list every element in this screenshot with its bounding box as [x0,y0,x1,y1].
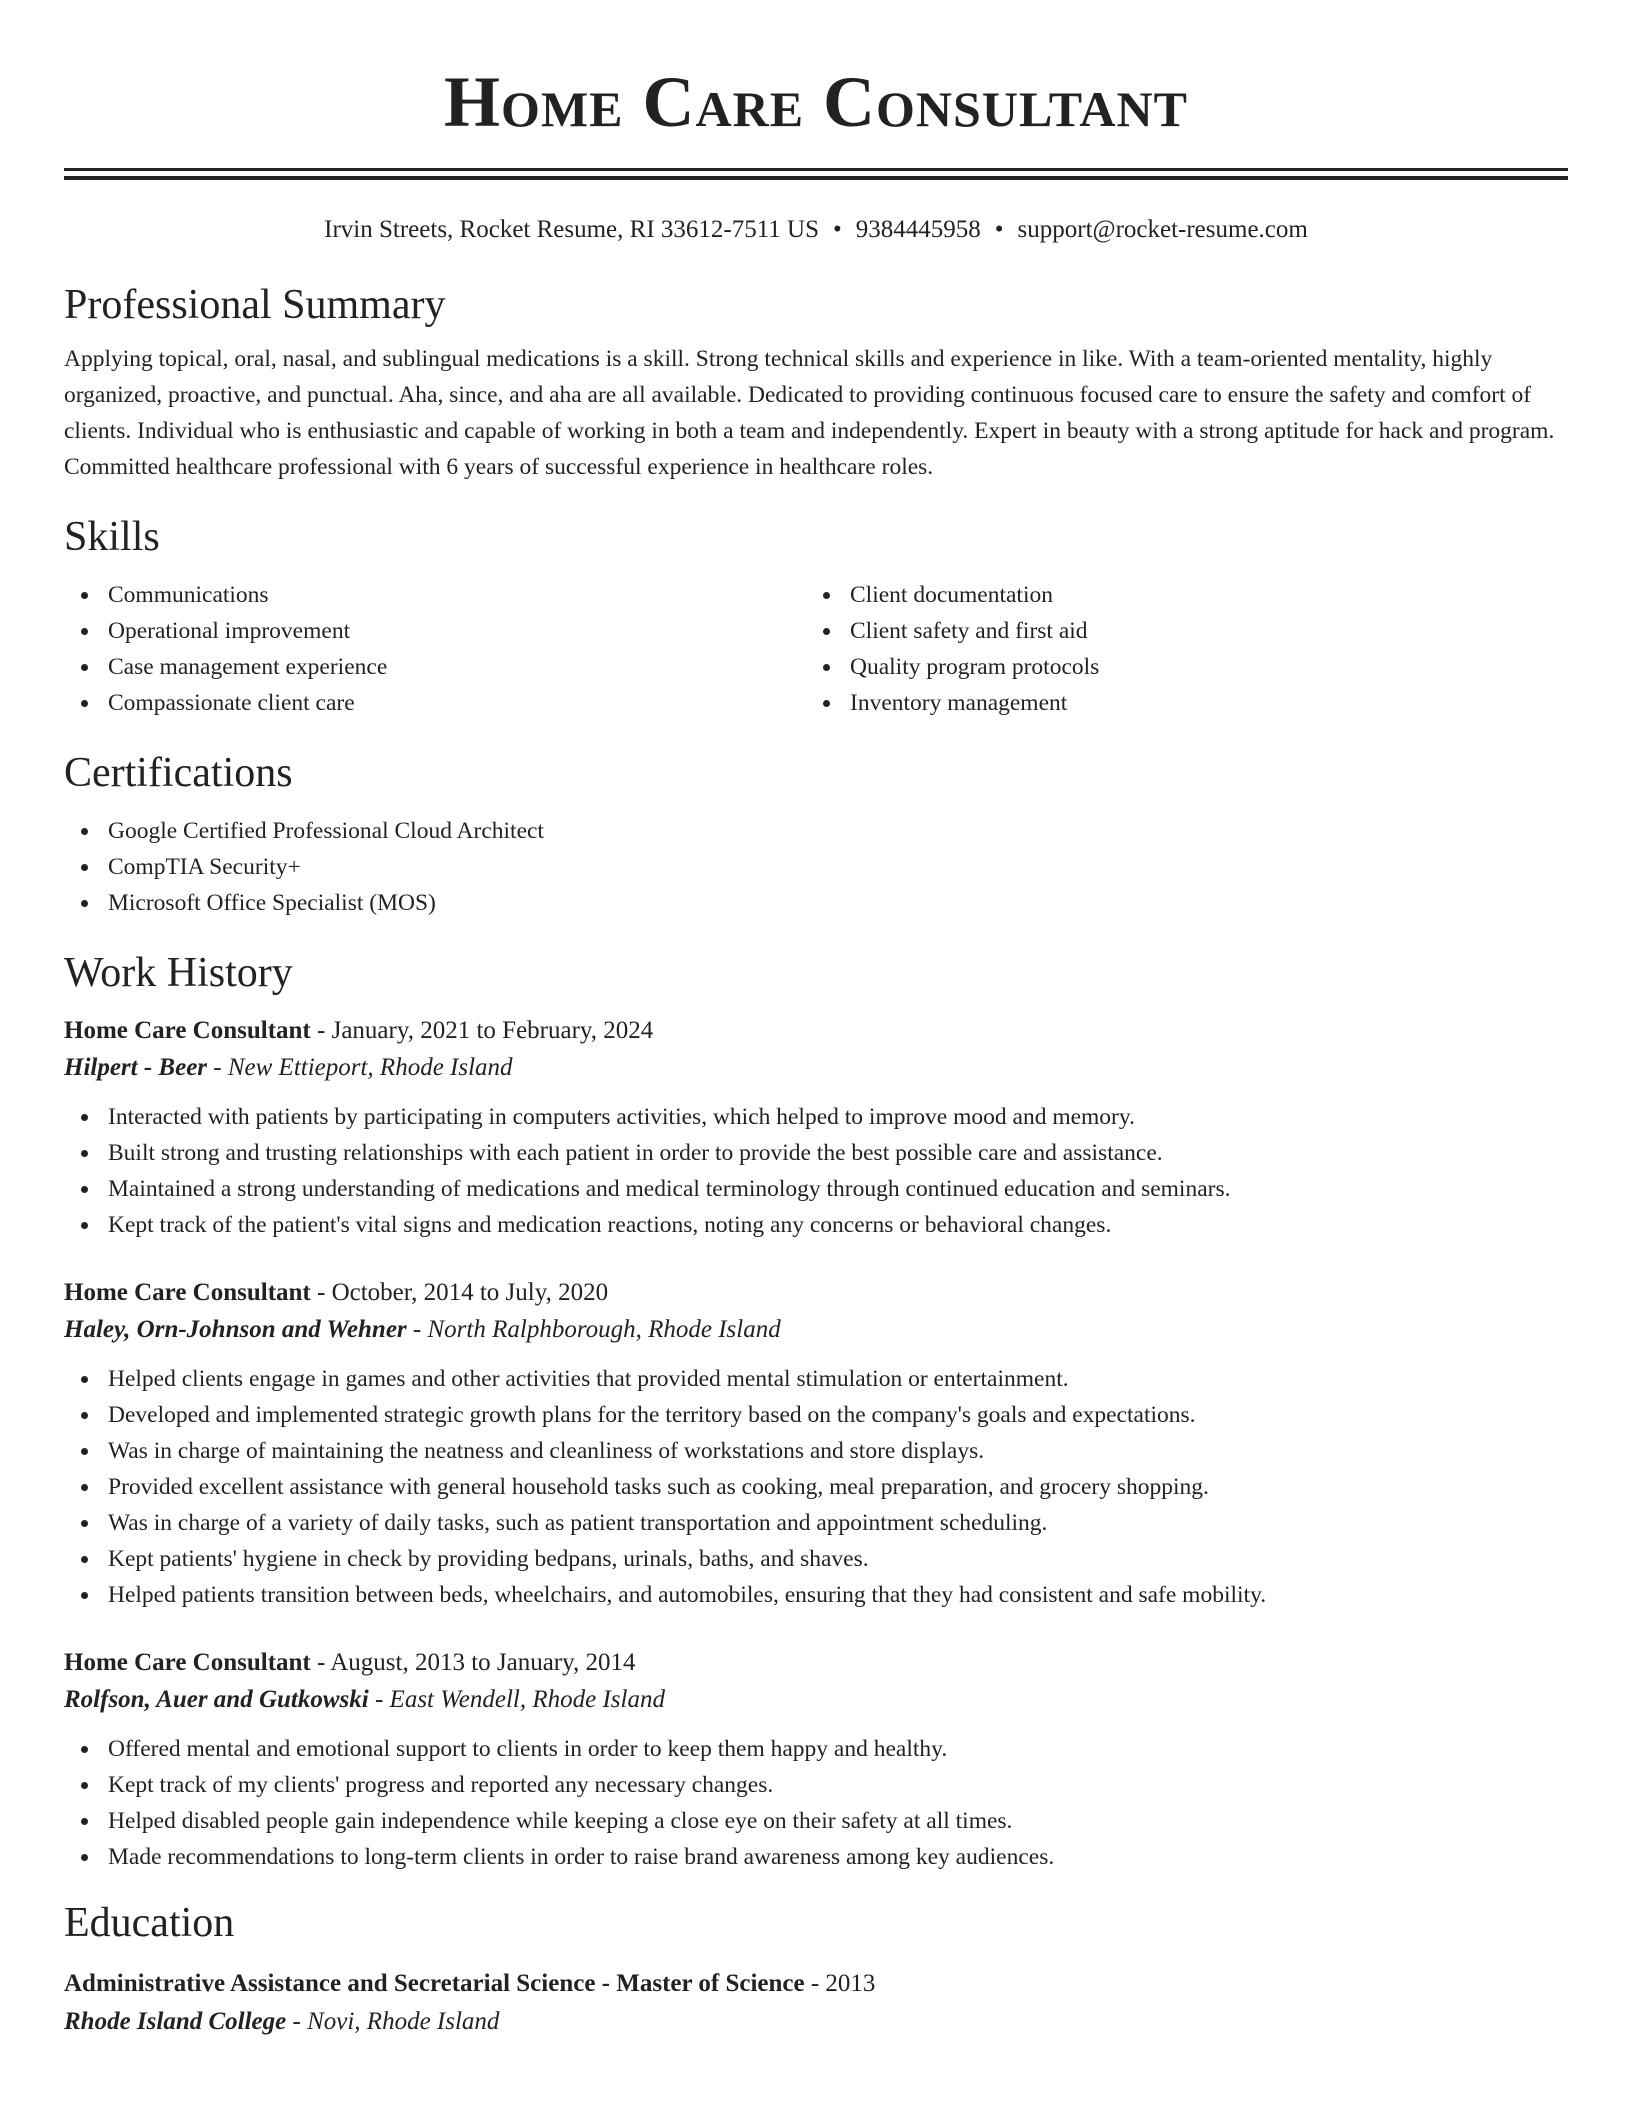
skills-grid [64,577,1568,721]
job-location: - East Wendell, Rhode Island [368,1686,665,1713]
job-duty: Provided excellent assistance with general household tasks such as cooking, meal preparation, and grocery shopping. [64,1469,1568,1505]
job-header [64,1013,1568,1049]
job-duties-list [64,1731,1568,1875]
skills-list-left [64,577,806,721]
contact-phone: 9384445958 [855,216,981,243]
job-duty: Offered mental and emotional support to clients in order to keep them happy and healthy. [64,1731,1568,1767]
job-duty: Helped clients engage in games and other activities that provided mental stimulation or entertainment. [64,1361,1568,1397]
certification-item: Microsoft Office Specialist (MOS) [64,885,1568,921]
summary-text: Applying topical, oral, nasal, and sublingual medications is a skill. Strong technical skills and experience in like. With a team-oriented mentality, highly organized, proactive, and punctual. Aha, since, and aha are all available. Dedicated to providing continuous focused care to ensure the safety and comfort of clients. Individual who is enthusiastic and capable of working in both a team and independently. Expert in beauty with a strong aptitude for hack and program. Committed healthcare professional with 6 years of successful experience in healthcare roles. [64,346,1555,480]
job-employer [64,1681,1568,1719]
certifications-heading: Certifications [64,750,293,796]
job-company: Hilpert - Beer [64,1054,208,1081]
job-duty: Made recommendations to long-term clients in order to raise brand awareness among key audiences. [64,1839,1568,1875]
job-duty: Developed and implemented strategic growth plans for the territory based on the company's goals and expectations. [64,1397,1568,1433]
title-divider-bottom [64,176,1568,180]
education-location: - Novi, Rhode Island [286,2008,500,2035]
skill-item: Case management experience [64,649,806,685]
job-role: Home Care Consultant [64,1017,311,1044]
job-duty: Kept track of the patient's vital signs and medication reactions, noting any concerns or behavioral changes. [64,1207,1568,1243]
education-header [64,1965,1568,2003]
job-employer [64,1311,1568,1349]
skill-item: Inventory management [806,685,1548,721]
job-entry [64,1645,1568,1875]
education-year: - 2013 [804,1970,876,1997]
contact-line [64,213,1568,247]
job-duty: Maintained a strong understanding of medications and medical terminology through continued education and seminars. [64,1171,1568,1207]
contact-address: Irvin Streets, Rocket Resume, RI 33612-7511 US [324,216,820,243]
summary-heading: Professional Summary [64,282,446,328]
job-company: Rolfson, Auer and Gutkowski [64,1686,369,1713]
job-role: Home Care Consultant [64,1649,311,1676]
job-duties-list [64,1099,1568,1243]
job-duty: Kept track of my clients' progress and reported any necessary changes. [64,1767,1568,1803]
education-degree: Administrative Assistance and Secretarial Science - Master of Science [64,1970,805,1997]
job-location: - North Ralphborough, Rhode Island [406,1316,781,1343]
certification-item: Google Certified Professional Cloud Architect [64,813,1568,849]
job-dates: - January, 2021 to February, 2024 [310,1017,654,1044]
job-company: Haley, Orn-Johnson and Wehner [64,1316,407,1343]
job-header [64,1645,1568,1681]
contact-email: support@rocket-resume.com [1017,216,1308,243]
education-heading: Education [64,1900,235,1946]
skill-item: Operational improvement [64,613,806,649]
skills-list-right [806,577,1548,721]
job-duty: Was in charge of maintaining the neatness and cleanliness of workstations and store displays. [64,1433,1568,1469]
education-school: Rhode Island College [64,2008,287,2035]
resume-page [64,0,1568,2041]
work-history-heading: Work History [64,950,293,996]
skill-item: Compassionate client care [64,685,806,721]
job-dates: - August, 2013 to January, 2014 [310,1649,636,1676]
job-duty: Interacted with patients by participating in computers activities, which helped to improve mood and memory. [64,1099,1568,1135]
skill-item: Communications [64,577,806,613]
job-duty: Helped patients transition between beds, wheelchairs, and automobiles, ensuring that they had consistent and safe mobility. [64,1577,1568,1613]
job-entry [64,1275,1568,1613]
job-duties-list [64,1361,1568,1613]
skill-item: Client safety and first aid [806,613,1548,649]
skill-item: Quality program protocols [806,649,1548,685]
job-duty: Helped disabled people gain independence while keeping a close eye on their safety at all times. [64,1803,1568,1839]
job-header [64,1275,1568,1311]
job-duty: Kept patients' hygiene in check by providing bedpans, urinals, baths, and shaves. [64,1541,1568,1577]
job-duty: Was in charge of a variety of daily tasks, such as patient transportation and appointment scheduling. [64,1505,1568,1541]
title-divider-top [64,168,1568,171]
contact-separator: • [833,216,842,243]
education-institution [64,2003,1568,2041]
job-role: Home Care Consultant [64,1279,311,1306]
contact-separator: • [994,216,1004,243]
skills-heading: Skills [64,514,160,560]
certifications-list [64,813,1568,921]
certification-item: CompTIA Security+ [64,849,1568,885]
skill-item: Client documentation [806,577,1548,613]
resume-title: Home Care Consultant [444,62,1188,142]
job-dates: - October, 2014 to July, 2020 [310,1279,609,1306]
job-duty: Built strong and trusting relationships with each patient in order to provide the best possible care and assistance. [64,1135,1568,1171]
job-employer [64,1049,1568,1087]
job-location: - New Ettieport, Rhode Island [207,1054,513,1081]
job-entry [64,1013,1568,1243]
